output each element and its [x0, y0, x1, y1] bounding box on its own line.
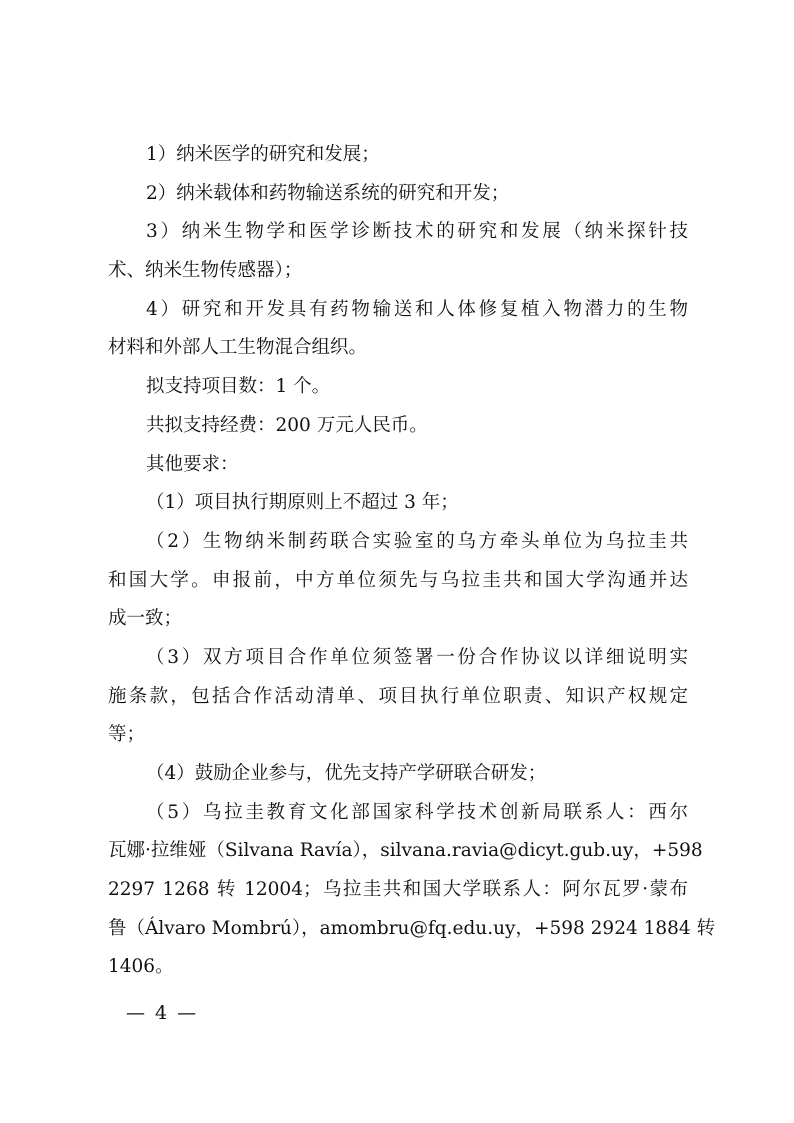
text-line: （1）项目执行期原则上不超过 3 年； — [146, 492, 459, 514]
paragraph — [108, 411, 688, 450]
document-body — [108, 140, 716, 991]
text-line: 和国大学。申报前，中方单位须先与乌拉圭共和国大学沟通并达 — [108, 569, 688, 591]
paragraph — [108, 450, 688, 489]
paragraph — [108, 643, 688, 759]
text-line: 成一致； — [108, 608, 183, 630]
text-line: 鲁（Álvaro Mombrú），amombru@fq.edu.uy，+598 2924 1884 转 — [108, 917, 716, 939]
text-line: 3）纳米生物学和医学诊断技术的研究和发展（纳米探针技 — [146, 221, 688, 243]
paragraph — [108, 372, 688, 411]
page-number: — 4 — — [126, 1002, 199, 1024]
text-line: 1）纳米医学的研究和发展； — [146, 144, 380, 165]
text-line: 2297 1268 转 12004；乌拉圭共和国大学联系人：阿尔瓦罗·蒙布 — [108, 879, 688, 901]
paragraph — [108, 488, 688, 527]
paragraph — [108, 217, 688, 294]
paragraph — [108, 179, 688, 218]
text-line: 材料和外部人工生物混合组织。 — [108, 337, 368, 359]
text-line: （5）乌拉圭教育文化部国家科学技术创新局联系人：西尔 — [146, 801, 688, 823]
paragraph — [108, 527, 688, 643]
text-line: （4）鼓励企业参与，优先支持产学研联合研发； — [146, 763, 547, 784]
text-line: 拟支持项目数：1 个。 — [146, 376, 331, 398]
paragraph — [108, 759, 688, 798]
paragraph — [108, 140, 688, 179]
text-line: 等； — [108, 724, 146, 746]
text-line: 4）研究和开发具有药物输送和人体修复植入物潜力的生物 — [146, 298, 688, 320]
text-line: 瓦娜·拉维娅（Silvana Ravía），silvana.ravia@dicyt.gub.uy，+598 — [108, 840, 703, 862]
text-line: 1406。 — [108, 956, 174, 978]
text-line: 其他要求： — [146, 453, 239, 475]
text-line: 术、纳米生物传感器）； — [108, 260, 303, 282]
text-line: 2）纳米载体和药物输送系统的研究和开发； — [146, 182, 510, 204]
paragraph — [108, 798, 716, 991]
text-line: 施条款，包括合作活动清单、项目执行单位职责、知识产权规定 — [108, 685, 688, 707]
text-line: 共拟支持经费：200 万元人民币。 — [146, 414, 428, 436]
text-line: （3）双方项目合作单位须签署一份合作协议以详细说明实 — [146, 646, 688, 668]
text-line: （2）生物纳米制药联合实验室的乌方牵头单位为乌拉圭共 — [146, 530, 688, 552]
paragraph — [108, 295, 688, 372]
